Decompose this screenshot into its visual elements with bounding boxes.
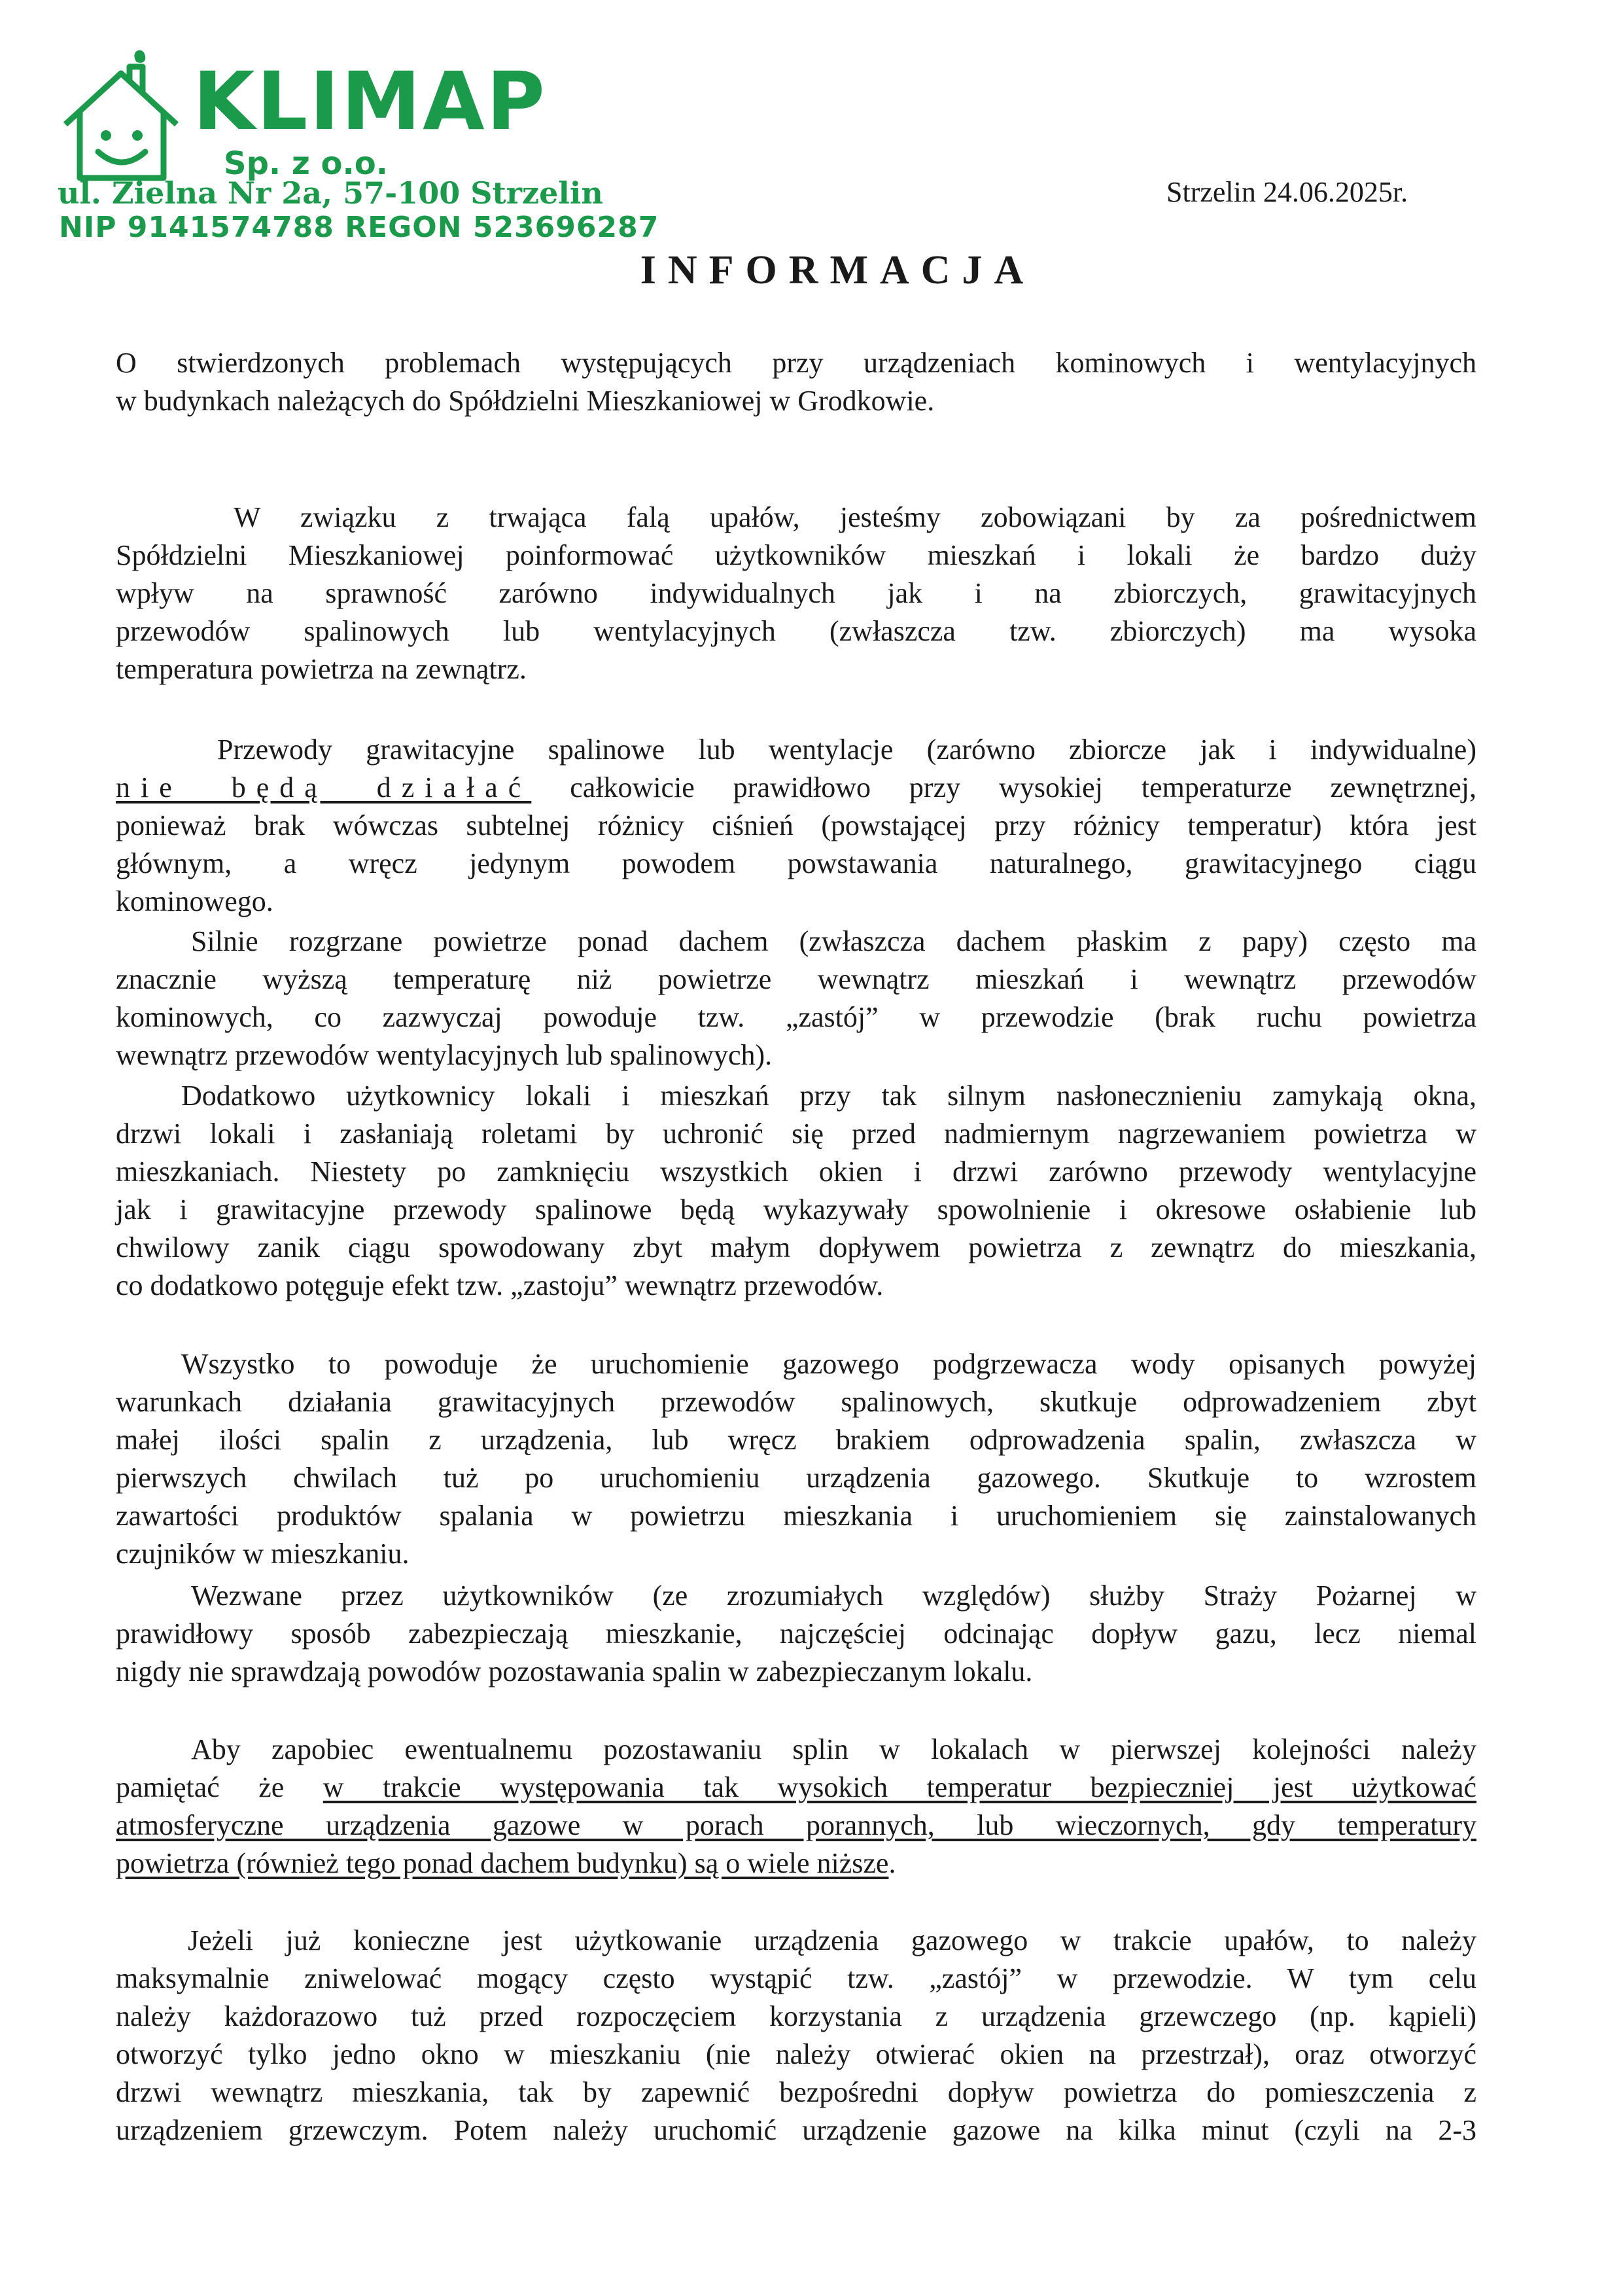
text-line (116, 769, 1476, 807)
stamp-brand: KLIMAP (193, 55, 547, 148)
text-fragment: . (888, 1847, 896, 1879)
text-line: temperatura powietrza na zewnątrz. (116, 653, 527, 685)
text-line: maksymalnie zniwelować mogący często wystąpić tzw. „zastój” w przewodzie. W tym celu (116, 1962, 1476, 1994)
text-line: wewnątrz przewodów wentylacyjnych lub spalinowych). (116, 1039, 773, 1071)
paragraph-2 (116, 731, 1476, 921)
text-line: Wszystko to powoduje że uruchomienie gazowego podgrzewacza wody opisanych powyżej (181, 1348, 1476, 1380)
paragraph-3 (116, 923, 1476, 1074)
text-line: O stwierdzonych problemach występujących przy urządzeniach kominowych i wentylacyjnych (116, 347, 1476, 379)
emphasis-text: nie będą działać (116, 771, 532, 804)
paragraph-6 (116, 1577, 1476, 1691)
text-line: Dodatkowo użytkownicy lokali i mieszkań przy tak silnym nasłonecznieniu zamykają okna, (181, 1080, 1476, 1112)
document-title: INFORMACJA (640, 248, 1036, 292)
stamp-ids: NIP 9141574788 REGON 523696287 (59, 211, 659, 244)
document-date: Strzelin 24.06.2025r. (1166, 176, 1408, 208)
text-line: znacznie wyższą temperaturę niż powietrze wewnątrz mieszkań i wewnątrz przewodów (116, 963, 1476, 995)
text-fragment: całkowicie prawidłowo przy wysokiej temperaturze zewnętrznej, (570, 771, 1476, 804)
text-fragment: pamiętać że (116, 1771, 285, 1803)
text-line (116, 1769, 1476, 1807)
text-line: w budynkach należących do Spółdzielni Mieszkaniowej w Grodkowie. (116, 385, 935, 417)
text-line: prawidłowy sposób zabezpieczają mieszkanie, najczęściej odcinając dopływ gazu, lecz niemal (116, 1617, 1476, 1650)
underlined-text: atmosferyczne urządzenia gazowe w porach porannych, lub wieczornych, gdy temperatury (116, 1809, 1476, 1841)
text-line: ponieważ brak wówczas subtelnej różnicy ciśnień (powstającej przy różnicy temperatur) która jest (116, 809, 1476, 841)
text-line: drzwi lokali i zasłaniają roletami by uchronić się przed nadmiernym nagrzewaniem powietrza w (116, 1118, 1476, 1150)
text-line: Aby zapobiec ewentualnemu pozostawaniu splin w lokalach w pierwszej kolejności należy (191, 1733, 1476, 1765)
underlined-text: w trakcie występowania tak wysokich temperatur bezpieczniej jest użytkować (323, 1771, 1476, 1803)
text-line: małej ilości spalin z urządzenia, lub wręcz brakiem odprowadzenia spalin, zwłaszcza w (116, 1424, 1476, 1456)
text-line: co dodatkowo potęguje efekt tzw. „zastoju” wewnątrz przewodów. (116, 1269, 884, 1301)
paragraph-5 (116, 1345, 1476, 1573)
text-line: W związku z trwająca falą upałów, jesteśmy zobowiązani by za pośrednictwem (234, 501, 1476, 533)
text-line: kominowego. (116, 885, 273, 917)
company-stamp (52, 47, 659, 244)
text-line: otworzyć tylko jedno okno w mieszkaniu (nie należy otwierać okien na przestrzał), oraz otworzyć (116, 2038, 1476, 2070)
text-line: pierwszych chwilach tuż po uruchomieniu urządzenia gazowego. Skutkuje to wzrostem (116, 1462, 1476, 1494)
text-line (116, 1807, 1476, 1845)
text-line: jak i grawitacyjne przewody spalinowe będą wykazywały spowolnienie i okresowe osłabienie lub (116, 1193, 1476, 1226)
text-line: należy każdorazowo tuż przed rozpoczęciem korzystania z urządzenia grzewczego (np. kąpieli) (116, 2000, 1476, 2032)
text-line: Wezwane przez użytkowników (ze zrozumiałych względów) służby Straży Pożarnej w (191, 1580, 1476, 1612)
text-line: czujników w mieszkaniu. (116, 1538, 410, 1570)
intro-paragraph (116, 344, 1476, 420)
text-line: przewodów spalinowych lub wentylacyjnych (zwłaszcza tzw. zbiorczych) ma wysoka (116, 615, 1476, 647)
text-line: mieszkaniach. Niestety po zamknięciu wszystkich okien i drzwi zarówno przewody wentylacyjne (116, 1156, 1476, 1188)
text-line: urządzeniem grzewczym. Potem należy uruchomić urządzenie gazowe na kilka minut (czyli na 2-3 (116, 2114, 1476, 2146)
text-line (116, 1845, 1476, 1882)
underlined-text: powietrza (również tego ponad dachem budynku) są o wiele niższe (116, 1847, 889, 1879)
text-line: zawartości produktów spalania w powietrzu mieszkania i uruchomieniem się zainstalowanych (116, 1500, 1476, 1532)
paragraph-7 (116, 1731, 1476, 1882)
text-line: chwilowy zanik ciągu spowodowany zbyt małym dopływem powietrza z zewnątrz do mieszkania, (116, 1231, 1476, 1263)
text-line: Spółdzielni Mieszkaniowej poinformować użytkowników mieszkań i lokali że bardzo duży (116, 539, 1476, 571)
text-line: Przewody grawitacyjne spalinowe lub wentylacje (zarówno zbiorcze jak i indywidualne) (217, 733, 1476, 766)
stamp-address: ul. Zielna Nr 2a, 57-100 Strzelin (58, 175, 603, 211)
text-line: głównym, a wręcz jedynym powodem powstawania naturalnego, grawitacyjnego ciągu (116, 847, 1476, 879)
text-line: kominowych, co zazwyczaj powoduje tzw. „zastój” w przewodzie (brak ruchu powietrza (116, 1001, 1476, 1033)
text-line: warunkach działania grawitacyjnych przewodów spalinowych, skutkuje odprowadzeniem zbyt (116, 1386, 1476, 1418)
text-line: nigdy nie sprawdzają powodów pozostawania spalin w zabezpieczanym lokalu. (116, 1655, 1033, 1687)
paragraph-4 (116, 1077, 1476, 1305)
paragraph-1 (116, 499, 1476, 688)
text-line: Jeżeli już konieczne jest użytkowanie urządzenia gazowego w trakcie upałów, to należy (188, 1924, 1476, 1956)
paragraph-8 (116, 1922, 1476, 2149)
stamp-company-form: Sp. z o.o. (224, 145, 388, 182)
text-line: drzwi wewnątrz mieszkania, tak by zapewnić bezpośredni dopływ powietrza do pomieszczenia z (116, 2076, 1476, 2108)
text-line: Silnie rozgrzane powietrze ponad dachem (zwłaszcza dachem płaskim z papy) często ma (191, 925, 1476, 957)
text-line: wpływ na sprawność zarówno indywidualnych jak i na zbiorczych, grawitacyjnych (116, 577, 1476, 609)
